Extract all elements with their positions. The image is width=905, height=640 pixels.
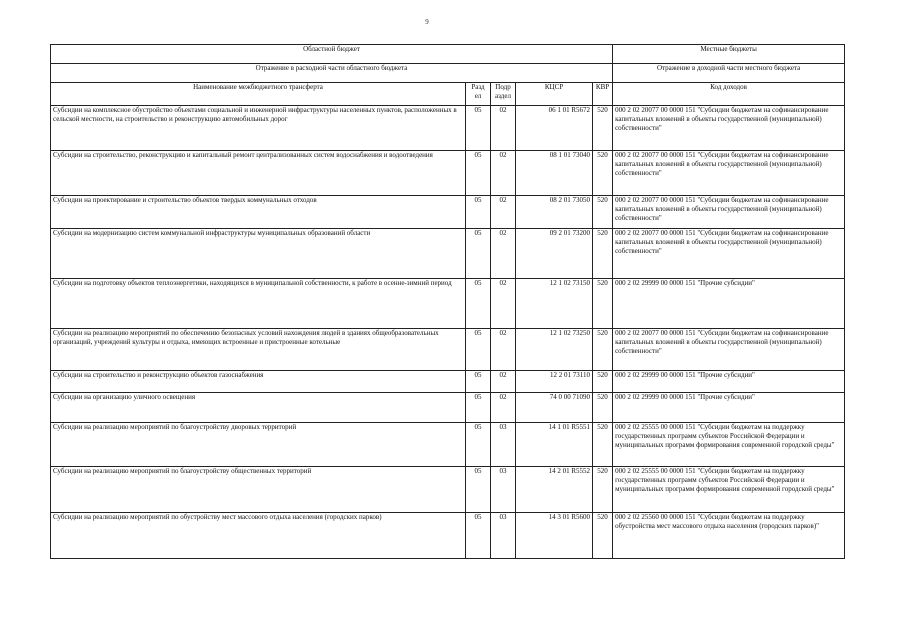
- col-header-section: Разд ел: [466, 83, 491, 106]
- col-header-income-code: Код доходов: [613, 83, 845, 106]
- section-cell: 05: [466, 279, 491, 329]
- kcsr-cell: 12 1 02 73150: [516, 279, 593, 329]
- subsection-cell: 02: [491, 371, 516, 393]
- section-cell: 05: [466, 371, 491, 393]
- transfer-name-cell: Субсидии на проектирование и строительство объектов твердых коммунальных отходов: [51, 196, 466, 229]
- income-code-cell: 000 2 02 20077 00 0000 151 "Субсидии бюджетам на софинансирование капитальных вложений в объекты государственной (муниципальной) собственности": [613, 229, 845, 279]
- transfer-name-cell: Субсидии на организацию уличного освещения: [51, 393, 466, 423]
- subsection-cell: 03: [491, 423, 516, 467]
- income-code-cell: 000 2 02 25555 00 0000 151 "Субсидии бюджетам на поддержку государственных программ субъектов Российской Федерации и муниципальных программ формирования современной городской среды": [613, 467, 845, 513]
- income-code-cell: 000 2 02 20077 00 0000 151 "Субсидии бюджетам на софинансирование капитальных вложений в объекты государственной (муниципальной) собственности": [613, 329, 845, 371]
- kcsr-cell: 74 0 00 71090: [516, 393, 593, 423]
- table-row: [51, 151, 845, 196]
- subsection-cell: 02: [491, 329, 516, 371]
- kvr-cell: 520: [593, 106, 613, 151]
- transfer-name-cell: Субсидии на реализацию мероприятий по благоустройству общественных территорий: [51, 467, 466, 513]
- regional-expenditure-header: Отражение в расходной части областного бюджета: [51, 64, 613, 83]
- table-row: [51, 106, 845, 151]
- kcsr-cell: 12 2 01 73110: [516, 371, 593, 393]
- income-code-cell: 000 2 02 20077 00 0000 151 "Субсидии бюджетам на софинансирование капитальных вложений в объекты государственной (муниципальной) собственности": [613, 196, 845, 229]
- income-code-cell: 000 2 02 29999 00 0000 151 "Прочие субсидии": [613, 371, 845, 393]
- transfer-name-cell: Субсидии на реализацию мероприятий по обеспечению безопасных условий нахождения людей в зданиях общеобразовательных организаций, учреждений культуры и отдыха, имеющих встроенные и пристроенные котельные: [51, 329, 466, 371]
- section-cell: 05: [466, 329, 491, 371]
- table-body: [51, 106, 845, 559]
- income-code-cell: 000 2 02 20077 00 0000 151 "Субсидии бюджетам на софинансирование капитальных вложений в объекты государственной (муниципальной) собственности": [613, 106, 845, 151]
- kvr-cell: 520: [593, 196, 613, 229]
- section-cell: 05: [466, 423, 491, 467]
- table-row: [51, 329, 845, 371]
- transfer-name-cell: Субсидии на строительство, реконструкцию и капитальный ремонт централизованных систем водоснабжения и водоотведения: [51, 151, 466, 196]
- table-row: [51, 513, 845, 559]
- regional-budget-header: Областной бюджет: [51, 45, 613, 64]
- subsection-cell: 02: [491, 106, 516, 151]
- table-row: [51, 393, 845, 423]
- subsection-cell: 02: [491, 393, 516, 423]
- subsection-cell: 03: [491, 513, 516, 559]
- transfers-table: [50, 44, 845, 559]
- local-budgets-header: Местные бюджеты: [613, 45, 845, 64]
- col-header-kvr: КВР: [593, 83, 613, 106]
- subsection-cell: 03: [491, 467, 516, 513]
- table-row: [51, 279, 845, 329]
- subsection-cell: 02: [491, 229, 516, 279]
- section-cell: 05: [466, 229, 491, 279]
- col-header-kcsr: КЦСР: [516, 83, 593, 106]
- kvr-cell: 520: [593, 513, 613, 559]
- kcsr-cell: 08 1 01 73040: [516, 151, 593, 196]
- table-row: [51, 423, 845, 467]
- local-income-header: Отражение в доходной части местного бюджета: [613, 64, 845, 83]
- transfer-name-cell: Субсидии на модернизацию систем коммунальной инфраструктуры муниципальных образований области: [51, 229, 466, 279]
- col-header-name: Наименование межбюджетного трансферта: [51, 83, 466, 106]
- transfer-name-cell: Субсидии на реализацию мероприятий по благоустройству дворовых территорий: [51, 423, 466, 467]
- section-cell: 05: [466, 196, 491, 229]
- kcsr-cell: 14 2 01 R5552: [516, 467, 593, 513]
- table-row: [51, 371, 845, 393]
- kvr-cell: 520: [593, 329, 613, 371]
- subsection-cell: 02: [491, 279, 516, 329]
- section-cell: 05: [466, 467, 491, 513]
- section-cell: 05: [466, 106, 491, 151]
- kvr-cell: 520: [593, 371, 613, 393]
- kvr-cell: 520: [593, 229, 613, 279]
- kcsr-cell: 14 1 01 R5551: [516, 423, 593, 467]
- page-number: 9: [425, 18, 429, 26]
- table-row: [51, 229, 845, 279]
- kcsr-cell: 06 1 01 R5672: [516, 106, 593, 151]
- table-row: [51, 196, 845, 229]
- subsection-cell: 02: [491, 151, 516, 196]
- income-code-cell: 000 2 02 25560 00 0000 151 "Субсидии бюджетам на поддержку обустройства мест массового отдыха населения (городских парков)": [613, 513, 845, 559]
- income-code-cell: 000 2 02 20077 00 0000 151 "Субсидии бюджетам на софинансирование капитальных вложений в объекты государственной (муниципальной) собственности": [613, 151, 845, 196]
- transfer-name-cell: Субсидии на строительство и реконструкцию объектов газоснабжения: [51, 371, 466, 393]
- column-header-row: [51, 83, 845, 106]
- budget-level-header-row: [51, 45, 845, 64]
- kcsr-cell: 14 3 01 R5600: [516, 513, 593, 559]
- kcsr-cell: 09 2 01 73200: [516, 229, 593, 279]
- transfer-name-cell: Субсидии на комплексное обустройство объектами социальной и инженерной инфраструктуры населенных пунктов, расположенных в сельской местности, на строительство и реконструкцию автомобильных дорог: [51, 106, 466, 151]
- col-header-subsection: Подр аздел: [491, 83, 516, 106]
- reflection-header-row: [51, 64, 845, 83]
- kvr-cell: 520: [593, 393, 613, 423]
- transfer-name-cell: Субсидии на подготовку объектов теплоэнергетики, находящихся в муниципальной собственности, к работе в осенне-зимний период: [51, 279, 466, 329]
- kvr-cell: 520: [593, 151, 613, 196]
- section-cell: 05: [466, 151, 491, 196]
- table-row: [51, 467, 845, 513]
- transfer-name-cell: Субсидии на реализацию мероприятий по обустройству мест массового отдыха населения (городских парков): [51, 513, 466, 559]
- section-cell: 05: [466, 393, 491, 423]
- subsection-cell: 02: [491, 196, 516, 229]
- income-code-cell: 000 2 02 25555 00 0000 151 "Субсидии бюджетам на поддержку государственных программ субъектов Российской Федерации и муниципальных программ формирования современной городской среды": [613, 423, 845, 467]
- kvr-cell: 520: [593, 423, 613, 467]
- kcsr-cell: 08 2 01 73050: [516, 196, 593, 229]
- kvr-cell: 520: [593, 467, 613, 513]
- income-code-cell: 000 2 02 29999 00 0000 151 "Прочие субсидии": [613, 279, 845, 329]
- income-code-cell: 000 2 02 29999 00 0000 151 "Прочие субсидии": [613, 393, 845, 423]
- section-cell: 05: [466, 513, 491, 559]
- kcsr-cell: 12 1 02 73250: [516, 329, 593, 371]
- kvr-cell: 520: [593, 279, 613, 329]
